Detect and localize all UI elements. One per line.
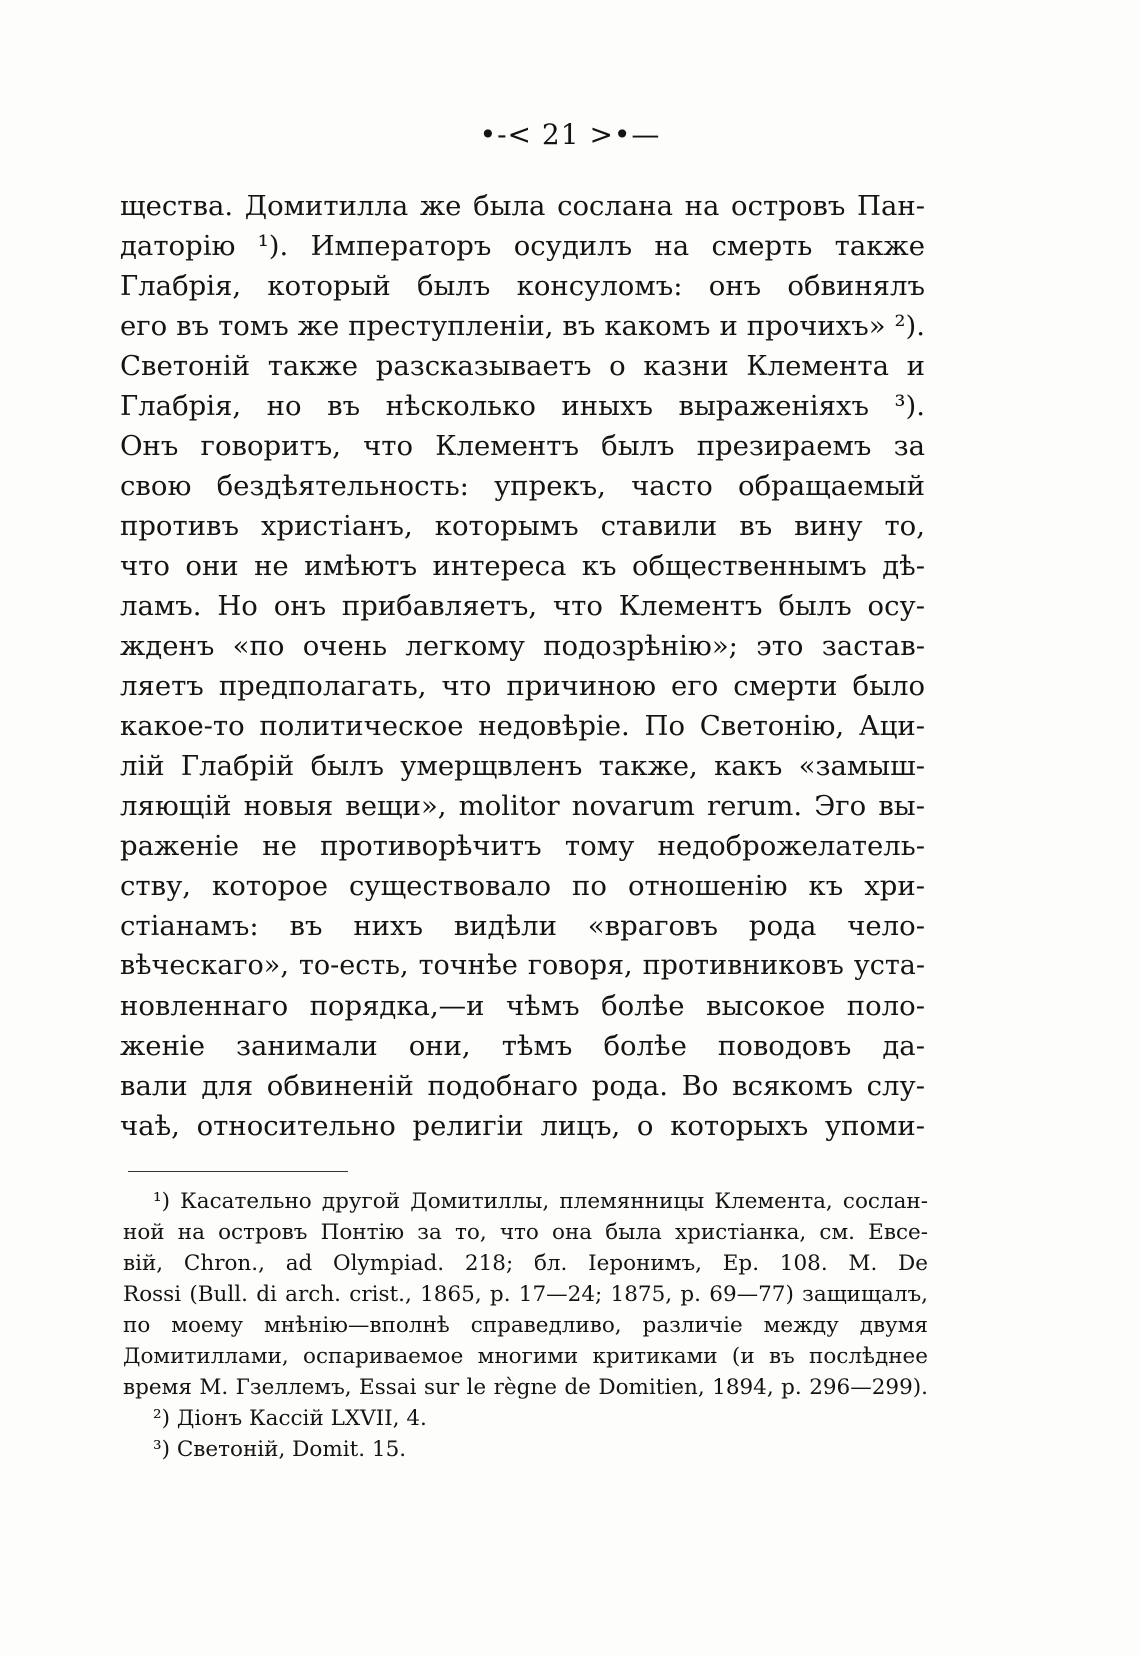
body-line: Глабрія, но въ нѣсколько иныхъ выраженіяхъ ³). (120, 390, 925, 422)
footnote-3: ³) Светоній, Domit. 15. (153, 1437, 407, 1462)
body-line: ству, которое существовало по отношенію къ хри- (120, 870, 925, 902)
body-line: новленнаго порядка,—и чѣмъ болѣе высокое поло- (120, 990, 925, 1022)
body-text (120, 186, 925, 1146)
footnote-1-line: Rossi (Bull. di arch. crist., 1865, p. 17—24; 1875, p. 69—77) защищалъ, (123, 1282, 928, 1307)
footnote-1-line: ной на островъ Понтію за то, что она была христіанка, см. Евсе- (123, 1220, 928, 1245)
body-line: ляетъ предполагать, что причиною его смерти было (120, 670, 925, 702)
body-line: щества. Домитилла же была сослана на островъ Пан- (120, 190, 925, 222)
body-line: Светоній также разсказываетъ о казни Клемента и (120, 350, 925, 382)
footnote-1-line: вій, Chron., ad Olympiad. 218; бл. Іеронимъ, Ep. 108. M. De (123, 1251, 928, 1276)
body-line: лій Глабрій былъ умерщвленъ также, какъ «замыш- (120, 750, 925, 782)
body-line: раженіе не противорѣчитъ тому недоброжелатель- (120, 830, 925, 862)
body-line: Глабрія, который былъ консуломъ: онъ обвинялъ (120, 270, 925, 302)
body-line: женіе занимали они, тѣмъ болѣе поводовъ да- (120, 1030, 925, 1062)
body-line: ляющій новыя вещи», molitor novarum rerum. Эго вы- (120, 790, 925, 822)
body-line: его въ томъ же преступленіи, въ какомъ и прочихъ» ²). (120, 310, 925, 342)
page-number: •-< 21 >•— (479, 118, 661, 151)
body-line: ламъ. Но онъ прибавляетъ, что Клементъ былъ осу- (120, 590, 925, 622)
body-line: свою бездѣятельность: упрекъ, часто обращаемый (120, 470, 925, 502)
body-line: Онъ говоритъ, что Клементъ былъ презираемъ за (120, 430, 925, 462)
body-line: жденъ «по очень легкому подозрѣнію»; это застав- (120, 630, 925, 662)
footnote-1-line: Домитиллами, оспариваемое многими критиками (и въ послѣднее (123, 1344, 928, 1369)
body-line: противъ христіанъ, которымъ ставили въ вину то, (120, 510, 925, 542)
footnotes (123, 1186, 928, 1465)
body-line: что они не имѣютъ интереса къ общественнымъ дѣ- (120, 550, 925, 582)
body-line: вѣческаго», то-есть, точнѣе говоря, противниковъ уста- (120, 950, 925, 981)
footnote-1-line: время M. Гзеллемъ, Essai sur le règne de Domitien, 1894, p. 296—299). (123, 1375, 928, 1400)
footnote-1-line: ¹) Касательно другой Домитиллы, племянницы Клемента, сослан- (153, 1189, 928, 1214)
footnote-2: ²) Діонъ Кассій LXVII, 4. (153, 1406, 427, 1431)
footnote-separator (128, 1171, 348, 1172)
body-line: вали для обвиненій подобнаго рода. Во всякомъ слу- (120, 1070, 925, 1102)
body-line: даторію ¹). Императоръ осудилъ на смерть также (120, 230, 925, 262)
footnote-1-line: по моему мнѣнію—вполнѣ справедливо, различіе между двумя (123, 1313, 928, 1338)
body-line: стіанамъ: въ нихъ видѣли «враговъ рода чело- (120, 910, 925, 942)
body-line: какое-то политическое недовѣріе. По Светонію, Аци- (120, 710, 925, 742)
body-line: чаѣ, относительно религіи лицъ, о которыхъ упоми- (120, 1110, 925, 1142)
